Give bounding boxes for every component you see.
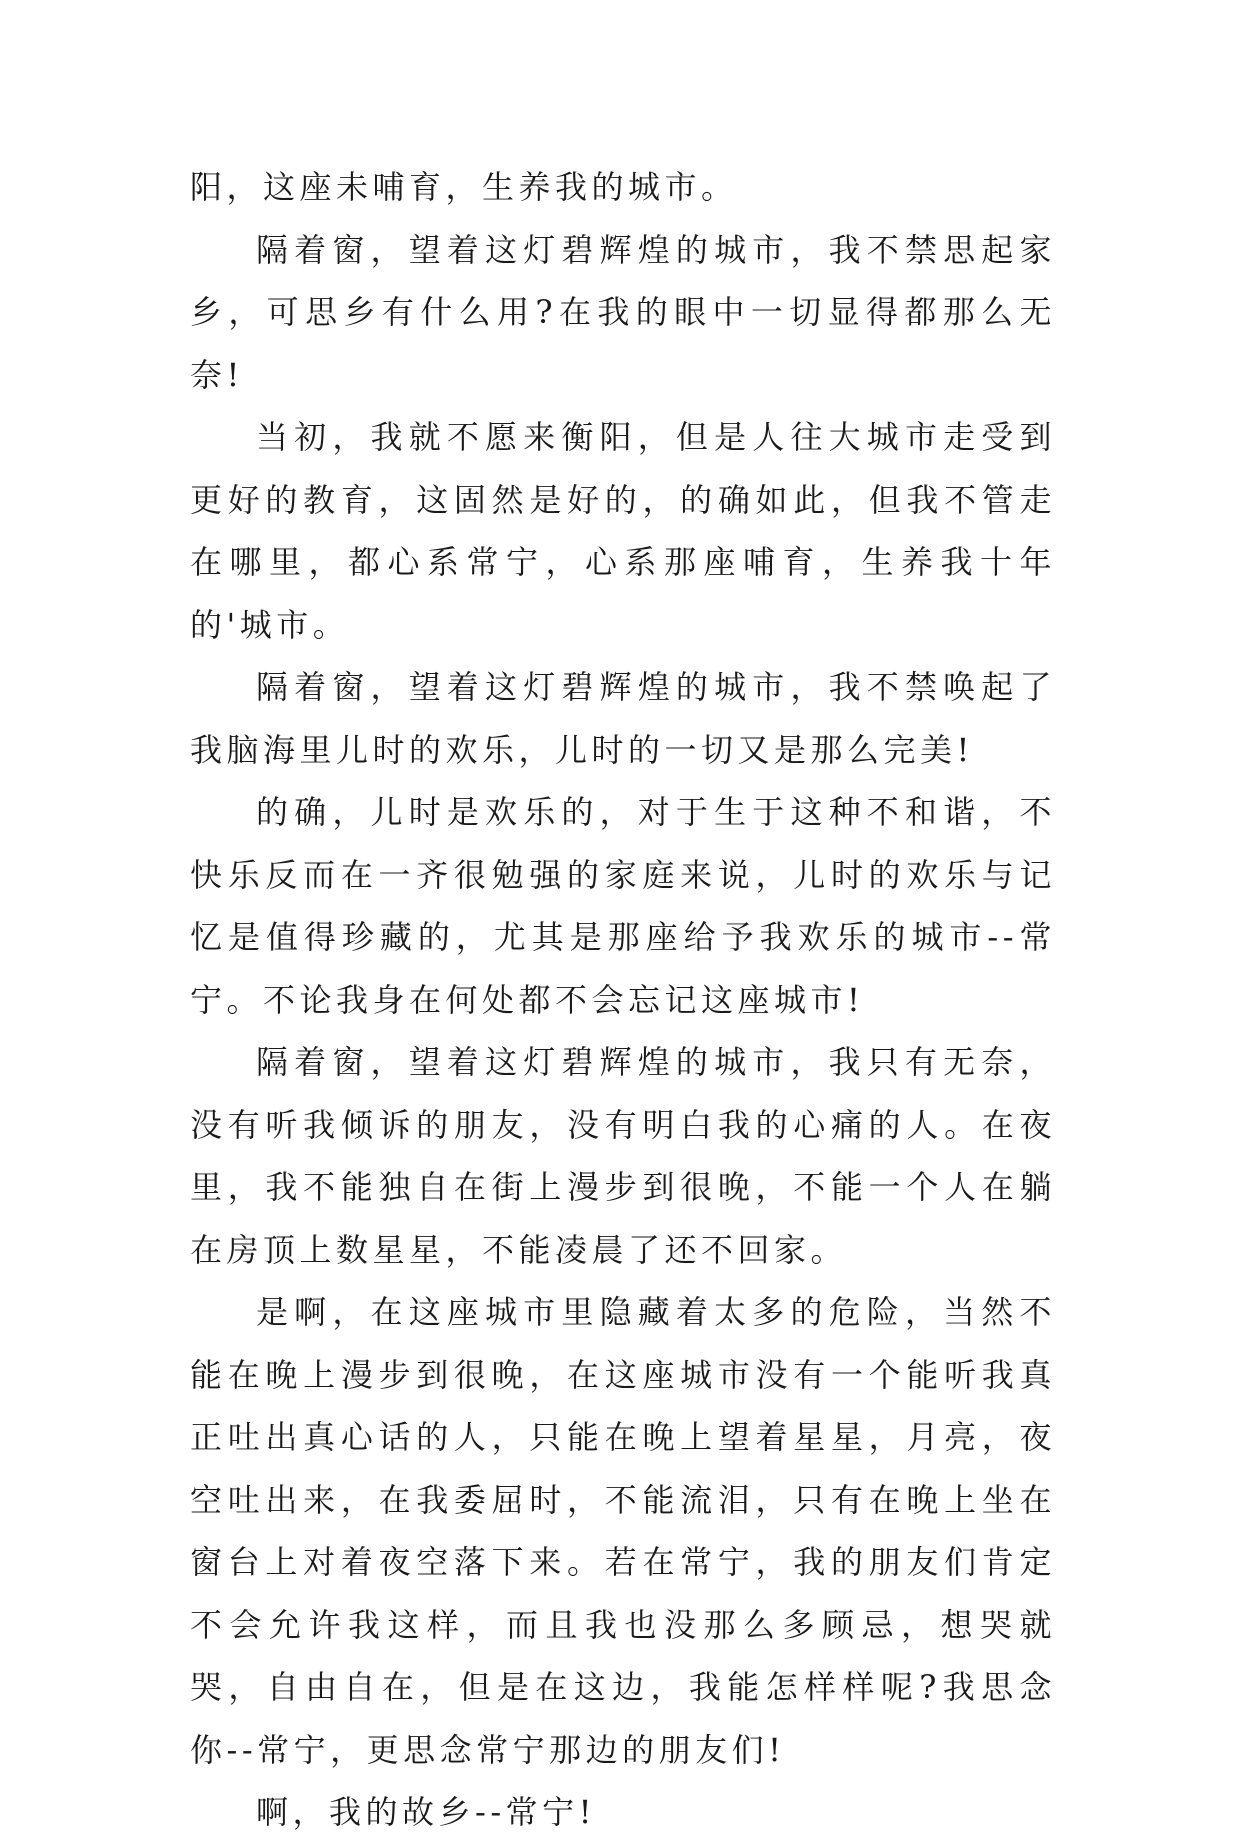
paragraph: 隔着窗，望着这灯碧辉煌的城市，我只有无奈，没有听我倾诉的朋友，没有明白我的心痛的人。在夜里，我不能独自在街上漫步到很晚，不能一个人在躺在房顶上数星星，不能凌晨了还不回家。 bbox=[190, 1043, 1056, 1269]
paragraph: 阳，这座未哺育，生养我的城市。 bbox=[190, 168, 738, 206]
paragraph: 是啊，在这座城市里隐藏着太多的危险，当然不能在晚上漫步到很晚，在这座城市没有一个能听我真正吐出真心话的人，只能在晚上望着星星，月亮，夜空吐出来，在我委屈时，不能流泪，只有在晚上坐在窗台上对着夜空落下来。若在常宁，我的朋友们肯定不会允许我这样，而且我也没那么多顾忌，想哭就哭，自由自在，但是在这边，我能怎样样呢?我思念你--常宁，更思念常宁那边的朋友们! bbox=[190, 1293, 1056, 1769]
paragraph: 啊，我的故乡--常宁! bbox=[256, 1793, 596, 1831]
paragraph: 隔着窗，望着这灯碧辉煌的城市，我不禁唤起了我脑海里儿时的欢乐，儿时的一切又是那么完美! bbox=[190, 668, 1056, 769]
paragraph: 隔着窗，望着这灯碧辉煌的城市，我不禁思起家乡，可思乡有什么用?在我的眼中一切显得都那么无奈! bbox=[190, 230, 1056, 394]
document-body bbox=[190, 156, 1056, 1844]
paragraph: 的确，儿时是欢乐的，对于生于这种不和谐，不快乐反而在一齐很勉强的家庭来说，儿时的欢乐与记忆是值得珍藏的，尤其是那座给予我欢乐的城市--常宁。不论我身在何处都不会忘记这座城市! bbox=[190, 793, 1056, 1019]
paragraph: 当初，我就不愿来衡阳，但是人往大城市走受到更好的教育，这固然是好的，的确如此，但我不管走在哪里，都心系常宁，心系那座哺育，生养我十年的'城市。 bbox=[190, 418, 1056, 644]
